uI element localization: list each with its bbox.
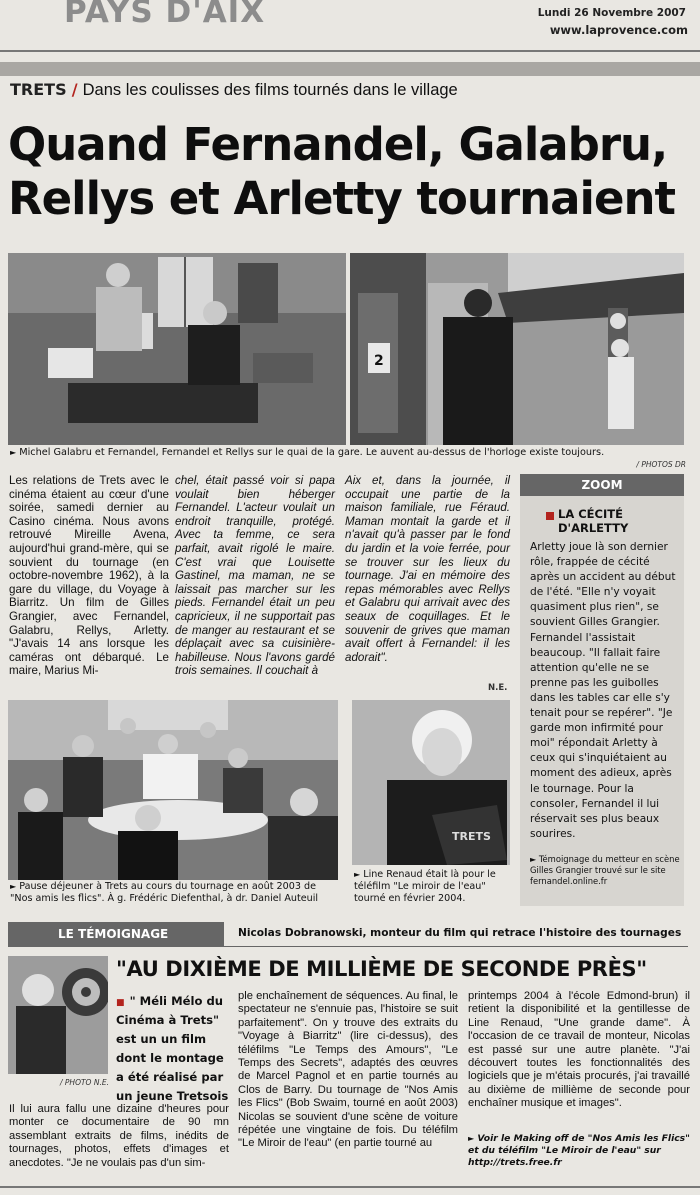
section-title: PAYS D'AIX <box>64 0 266 30</box>
top-photo-caption-text: Michel Galabru et Fernandel, Fernandel et Rellys sur le quai de la gare. Le auvent au-dessus de l'horloge existe toujours. <box>19 447 605 458</box>
article-col-1 <box>9 474 169 678</box>
testimony-byline: Nicolas Dobranowski, monteur du film qui retrace l'histoire des tournages <box>238 927 682 939</box>
lead-bullet-icon: ■ <box>116 998 125 1008</box>
issue-date: Lundi 26 Novembre 2007 <box>537 7 686 19</box>
testimony-col-2 <box>238 990 458 1151</box>
dvd-label: TRETS <box>452 830 491 843</box>
top-photo-caption <box>10 447 650 459</box>
testimony-col-3-text: printemps 2004 à l'école Edmond-brun) il retient la disponibilité et la gentillesse de Line Renaud, "Une grande dame". À l'occasion de ce travail de monteur, Nicolas est passé sur une autre planète. "J'ai découvert toutes les fonctionnalités des logiciels que je m'étais procurés, j'ai travaillé au dixième de millième de seconde pour enchaîner musique et images". <box>468 990 690 1110</box>
article-col-3-text: Aix et, dans la journée, il occupait une partie de la maison familiale, rue Féraud. Maman montait la garde et il n'avait qu'à passer par le fond du jardin et la voie ferrée, pour se trouver sur les lieux du tournage. J'ai en mémoire des repas mémorables avec Rellys et Galabru qui arrivait avec des seaux de coquillages. Et le souvenir de grives que maman avait offert à Fernandel: il les adorait". <box>345 474 510 664</box>
top-band <box>0 62 700 76</box>
zoom-title: LA CÉCITÉ D'ARLETTY <box>558 507 629 535</box>
headline-line-2: Rellys et Arletty tournaient <box>8 172 676 225</box>
kicker-separator: / <box>71 80 78 99</box>
lunch-photo <box>8 700 338 880</box>
bottom-rule <box>0 1186 700 1188</box>
caption-arrow-icon: ► <box>10 448 17 457</box>
zoom-body: Arletty joue là son dernier rôle, frappée de cécité après un accident au début de l'été. "Elle n'y voyait quasiment plus rien", se souvient Gilles Grangier. Fernandel l'assistait beaucoup. "Il fallait faire attention qu'elle ne se prenne pas les guibolles dans les tables car elle s'y tenait pour se repérer". "Je garde mon infirmité pour moi" répondait Arletty à ceux qui s'inquiétaient au moment des adieux, après le tournage. Pour la consoler, Fernandel il lui réservait ses plus beaux sourires. <box>530 541 676 840</box>
kicker <box>10 80 690 106</box>
platform-sign-number: 2 <box>374 353 384 369</box>
article-signature: N.E. <box>488 683 508 693</box>
headline <box>8 118 698 226</box>
lunch-photo-caption-text: Pause déjeuner à Trets au cours du tournage en août 2003 de "Nos amis les flics". À g. Frédéric Diefenthal, à dr. Daniel Auteuil <box>10 881 319 904</box>
testimony-col-1-text: Il lui aura fallu une dizaine d'heures pour monter ce documentaire de 90 mn assemblant extraits de films, inédits de tournages, photos, effets d'images et anecdotes. "Je ne voulais pas d'un sim- <box>9 1103 229 1169</box>
article-col-1-text: Les relations de Trets avec le cinéma étaient au cœur d'une soirée, samedi dernier au Casino cinéma. Nous avons retrouvé Mireille Avena, aujourd'hui grand-mère, qui se souvient du tournage (en octobre-novembre 1962), à la gare du village, du Voyage à Biarritz. Un film de Gilles Grangier, avec Fernandel, Galabru, Rellys, Arletty. "J'avais 14 ans lorsque les caméras ont débarqué. Le maire, Marius Mi- <box>9 474 169 678</box>
testimony-title: "AU DIXIÈME DE MILLIÈME DE SECONDE PRÈS" <box>116 957 647 981</box>
testimony-footnote-text: Voir le Making off de "Nos Amis les Flics" et du téléfilm "Le Miroir de l'eau" sur http://trets.free.fr <box>468 1133 690 1168</box>
caption-arrow-icon: ► <box>10 882 17 891</box>
dobranowski-photo <box>8 956 108 1074</box>
zoom-footnote <box>530 854 682 888</box>
masthead <box>0 0 700 60</box>
testimony-rule <box>8 946 688 947</box>
testimony-footnote <box>468 1133 690 1169</box>
caption-arrow-icon: ► <box>354 870 361 879</box>
article-col-2-text: chel, était passé voir si papa voulait bien héberger Fernandel. L'acteur voulait un endroit tranquille, protégé. Avec ta femme, ce sera parfait, avait rigolé le maire. C'est vrai que Louisette Gastinel, ma maman, ne se laissait pas marcher sur les pieds. Fernandel était un peu capricieux, il ne supportait pas de manger au restaurant et se déplaçait avec sa cuisinière-habilleuse. Nous l'avons gardé trois semaines. Il couchait à <box>175 474 335 678</box>
footnote-arrow-icon: ► <box>468 1134 475 1143</box>
headline-line-1: Quand Fernandel, Galabru, <box>8 118 668 171</box>
renaud-photo-caption-text: Line Renaud était là pour le téléfilm "Le miroir de l'eau" tourné en février 2004. <box>354 869 496 904</box>
zoom-box <box>520 474 684 906</box>
kicker-text: Dans les coulisses des films tournés dans le village <box>82 81 458 99</box>
testimony-lead-text: " Méli Mélo du Cinéma à Trets" est un un film dont le montage a été réalisé par un jeune Tretsois <box>116 994 229 1104</box>
website-link[interactable]: www.laprovence.com <box>549 23 688 37</box>
top-photo <box>8 253 684 445</box>
testimony-col-2-text: ple enchaînement de séquences. Au final, le spectateur ne s'ennuie pas, l'histoire se suit parfaitement". On y trouve des extraits du "Voyage à Biarritz" (lire ci-dessus), des téléfilms "Le Temps des Amours", "Le Temps des Secrets", adaptés des œuvres de Marcel Pagnol et en partie tournés au Clos de Barry. Du tournage de "Nos Amis les Flics" (Bob Swaim, tourné en août 2003) Nicolas se souvient d'une scène de voiture répétée une vingtaine de fois. Du téléfilm "Le Miroir de l'eau" (en partie tourné au <box>238 990 458 1150</box>
article-col-3 <box>345 474 510 664</box>
zoom-bullet-icon <box>546 512 554 520</box>
zoom-label: ZOOM <box>520 474 684 496</box>
testimony-label: LE TÉMOIGNAGE <box>8 922 224 946</box>
article-col-2 <box>175 474 335 678</box>
station-scene-illustration <box>8 253 684 445</box>
dobranowski-photo-credit: / PHOTO N.E. <box>60 1078 109 1087</box>
kicker-place: TRETS <box>10 80 67 99</box>
testimony-col-3 <box>468 990 690 1111</box>
masthead-rule <box>0 50 700 52</box>
line-renaud-portrait <box>352 700 510 865</box>
renaud-photo <box>352 700 510 865</box>
dobranowski-portrait <box>8 956 108 1074</box>
film-crew-lunch-illustration <box>8 700 338 880</box>
testimony-lead <box>116 990 231 1105</box>
renaud-photo-caption <box>354 869 514 905</box>
lunch-photo-caption <box>10 881 340 905</box>
top-photo-credit: / PHOTOS DR <box>636 460 686 469</box>
footnote-arrow-icon: ► <box>530 855 537 864</box>
testimony-col-1 <box>9 1103 229 1170</box>
zoom-footnote-text: Témoignage du metteur en scène Gilles Grangier trouvé sur le site fernandel.online.fr <box>530 854 680 887</box>
